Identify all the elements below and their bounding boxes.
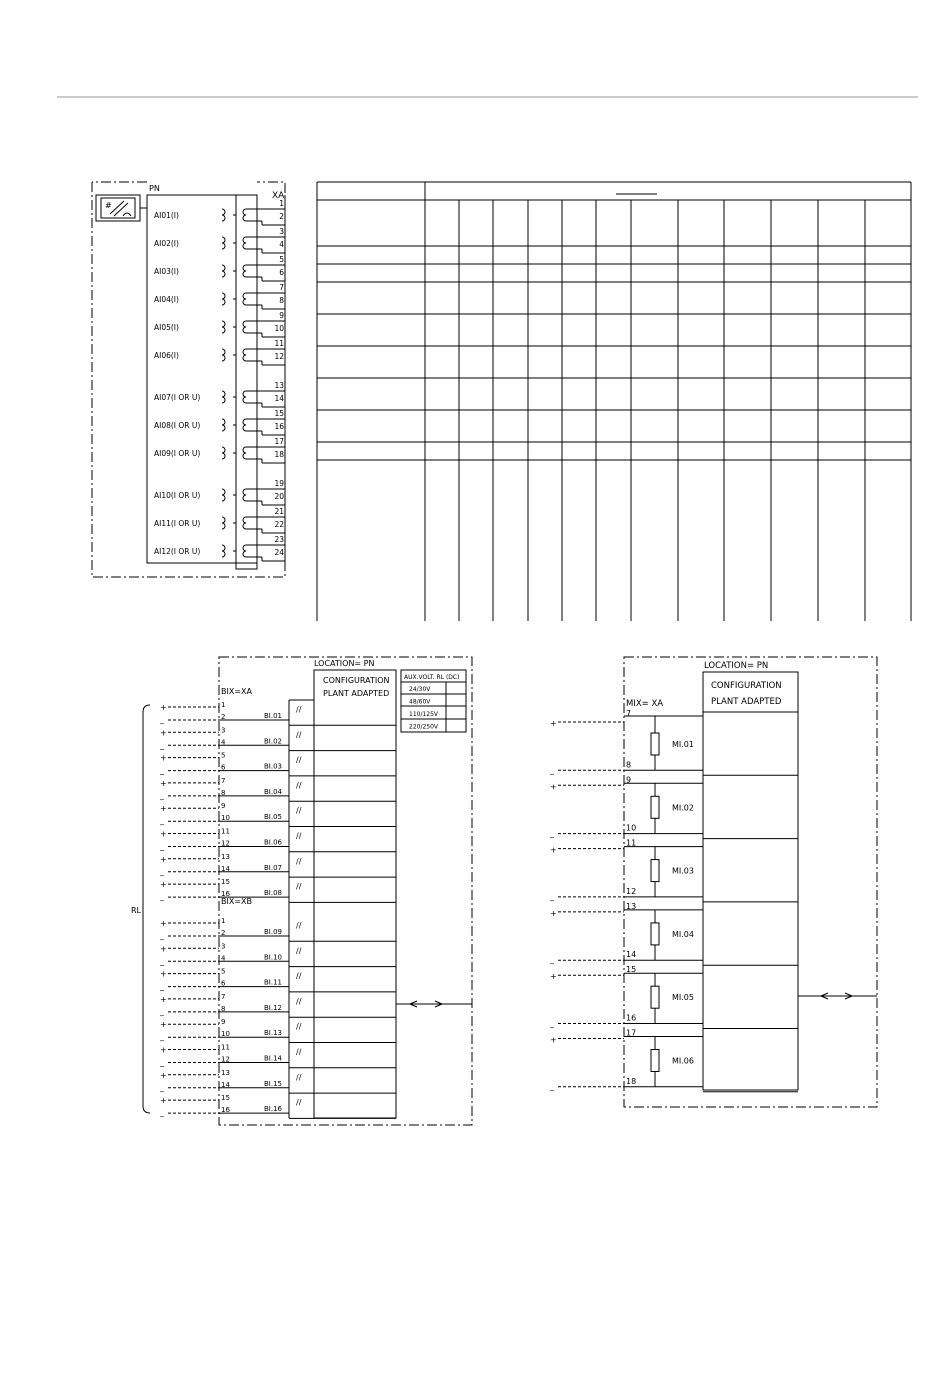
- ct-secondary-coil: [243, 489, 246, 501]
- optocoupler-symbol: //: [296, 971, 302, 981]
- aux-voltage-option: 48/60V: [409, 698, 431, 706]
- bi-terminal-number: 6: [221, 979, 226, 988]
- bi-terminal-number: 15: [221, 878, 230, 887]
- resistor-symbol: [651, 1050, 659, 1072]
- bi-input-name: BI.02: [264, 737, 282, 746]
- bi-group-header: BIX=XB: [221, 897, 252, 906]
- plus-sign: +: [550, 1035, 557, 1045]
- ai-terminal-number: 9: [279, 311, 284, 320]
- bi-terminal-number: 1: [221, 701, 226, 709]
- optocoupler-symbol: //: [296, 946, 302, 956]
- mi-strip-label: MIX= XA: [626, 699, 664, 709]
- minus-sign: _: [550, 828, 554, 838]
- bi-terminal-number: 5: [221, 967, 226, 976]
- converter-tilde: [123, 213, 131, 216]
- ct-secondary-coil: [243, 293, 246, 305]
- plus-sign: +: [160, 969, 167, 979]
- bi-terminal-number: 2: [221, 713, 226, 721]
- optocoupler-symbol: //: [296, 705, 302, 714]
- resistor-symbol: [651, 923, 659, 945]
- ct-secondary-coil: [243, 545, 246, 557]
- ct-primary-coil: [222, 265, 225, 277]
- bi-location-label: LOCATION= PN: [314, 659, 375, 668]
- plus-sign: +: [160, 1096, 167, 1106]
- optocoupler-symbol: //: [296, 806, 302, 816]
- mi-input-name: MI.06: [672, 1056, 694, 1066]
- ai-channel-label: AI02(I): [154, 239, 179, 248]
- ai-channel-label: AI11(I OR U): [154, 519, 201, 528]
- rl-brace: [143, 705, 150, 1113]
- bi-terminal-number: 12: [221, 1055, 230, 1064]
- mi-config-text: CONFIGURATION: [711, 681, 782, 691]
- ai-terminal-number: 7: [279, 283, 284, 292]
- bi-terminal-number: 7: [221, 992, 226, 1001]
- optocoupler-symbol: //: [296, 730, 302, 740]
- mi-input-name: MI.05: [672, 993, 694, 1003]
- converter-box: [96, 195, 140, 221]
- bi-terminal-number: 10: [221, 1030, 230, 1039]
- ct-primary-coil: [222, 545, 225, 557]
- plus-sign: +: [160, 1070, 167, 1080]
- ai-channel-label: AI04(I): [154, 295, 179, 304]
- ct-secondary-coil: [243, 265, 246, 277]
- converter-diagonal: [114, 203, 128, 216]
- ai-channel-label: AI03(I): [154, 267, 179, 276]
- plus-sign: +: [550, 719, 557, 728]
- bi-input-name: BI.16: [264, 1105, 282, 1114]
- mi-terminal-number: 7: [626, 709, 632, 718]
- bi-terminal-number: 4: [221, 954, 226, 963]
- ct-secondary-coil: [243, 419, 246, 431]
- ai-terminal-number: 14: [274, 394, 284, 403]
- resistor-symbol: [651, 986, 659, 1008]
- bi-terminal-number: 11: [221, 1043, 230, 1052]
- mi-terminal-number: 13: [626, 901, 637, 911]
- plus-sign: +: [160, 1045, 167, 1055]
- ai-channel-label: AI09(I OR U): [154, 449, 201, 458]
- ct-primary-coil: [222, 391, 225, 403]
- ct-secondary-coil: [243, 447, 246, 459]
- plus-sign: +: [550, 972, 557, 982]
- optocoupler-symbol: //: [296, 1047, 302, 1057]
- mi-terminal-number: 15: [626, 965, 637, 975]
- ai-terminal-number: 6: [279, 268, 284, 277]
- ct-secondary-coil: [243, 349, 246, 361]
- mi-input-name: MI.03: [672, 866, 694, 876]
- analog-input-module: [92, 182, 285, 577]
- ai-terminal-number: 13: [274, 381, 284, 390]
- minus-sign: _: [550, 955, 554, 965]
- minus-sign: _: [160, 866, 164, 876]
- mi-terminal-number: 11: [626, 838, 637, 848]
- minus-sign: _: [550, 765, 554, 775]
- ct-primary-coil: [222, 489, 225, 501]
- bi-terminal-number: 2: [221, 929, 226, 937]
- bi-input-name: BI.10: [264, 953, 282, 962]
- plus-sign: +: [160, 829, 167, 839]
- minus-sign: _: [160, 1108, 164, 1118]
- ct-primary-coil: [222, 517, 225, 529]
- ct-primary-coil: [222, 237, 225, 249]
- bi-group-header: BIX=XA: [221, 687, 252, 696]
- bi-input-name: BI.08: [264, 889, 282, 898]
- minus-sign: _: [160, 1057, 164, 1067]
- bi-terminal-number: 5: [221, 751, 226, 760]
- mi-location-label: LOCATION= PN: [704, 661, 769, 671]
- ct-secondary-coil: [243, 517, 246, 529]
- ai-terminal-number: 1: [279, 199, 284, 208]
- ai-terminal-number: 4: [279, 240, 284, 249]
- mi-module-outline: [624, 657, 877, 1107]
- optocoupler-symbol: //: [296, 856, 302, 866]
- optocoupler-symbol: //: [296, 1098, 302, 1108]
- ai-channel-label: AI07(I OR U): [154, 393, 201, 402]
- bi-input-name: BI.07: [264, 863, 282, 872]
- mi-terminal-number: 9: [626, 775, 632, 785]
- aux-voltage-option: 220/250V: [409, 723, 439, 731]
- ct-primary-coil: [222, 209, 225, 221]
- ai-channel-label: AI10(I OR U): [154, 491, 201, 500]
- plus-sign: +: [160, 778, 167, 788]
- optocoupler-symbol: //: [296, 996, 302, 1006]
- bi-terminal-number: 12: [221, 839, 230, 848]
- terminal-strip-label: XA: [272, 191, 285, 201]
- mi-terminal-number: 10: [626, 823, 637, 833]
- mi-input-name: MI.04: [672, 929, 694, 939]
- binary-input-module: [131, 657, 472, 1125]
- plus-sign: +: [160, 753, 167, 763]
- ai-channel-label: AI01(I): [154, 211, 179, 220]
- resistor-symbol: [651, 733, 659, 755]
- bi-input-name: BI.11: [264, 978, 282, 987]
- ct-primary-coil: [222, 321, 225, 333]
- ai-unit-label: PN: [149, 184, 160, 193]
- ct-primary-coil: [222, 293, 225, 305]
- plus-sign: +: [160, 994, 167, 1004]
- mi-config-text: PLANT ADAPTED: [711, 697, 782, 707]
- mi-terminal-number: 8: [626, 760, 632, 770]
- minus-sign: _: [160, 1032, 164, 1042]
- plus-sign: +: [160, 703, 167, 712]
- ct-primary-coil: [222, 349, 225, 361]
- minus-sign: _: [550, 1081, 554, 1091]
- bi-terminal-number: 6: [221, 763, 226, 772]
- measuring-input-module: [549, 657, 877, 1107]
- minus-sign: _: [550, 1018, 554, 1028]
- ai-terminal-number: 23: [274, 535, 284, 544]
- converter-diagonal: [110, 201, 124, 214]
- ai-channel-label: AI08(I OR U): [154, 421, 201, 430]
- minus-sign: _: [160, 892, 164, 902]
- plus-sign: +: [550, 782, 557, 792]
- mi-terminal-number: 12: [626, 886, 637, 896]
- bi-input-name: BI.06: [264, 838, 282, 847]
- mi-terminal-number: 16: [626, 1013, 637, 1023]
- plus-sign: +: [160, 919, 167, 928]
- optocoupler-symbol: //: [296, 1072, 302, 1082]
- bi-terminal-number: 9: [221, 1018, 226, 1027]
- mi-terminal-number: 14: [626, 950, 637, 960]
- bi-input-name: BI.09: [264, 928, 282, 936]
- ct-secondary-coil: [243, 209, 246, 221]
- ai-terminal-number: 10: [274, 324, 284, 333]
- ai-terminal-number: 18: [274, 450, 284, 459]
- ai-channel-label: AI05(I): [154, 323, 179, 332]
- ai-terminal-number: 16: [274, 422, 284, 431]
- bi-terminal-number: 13: [221, 1068, 230, 1077]
- module-dashed-outline: [92, 182, 285, 577]
- plus-sign: +: [160, 728, 167, 738]
- minus-sign: _: [160, 790, 164, 800]
- plus-sign: +: [550, 908, 557, 918]
- resistor-symbol: [651, 796, 659, 818]
- ai-transformer-rail: [236, 195, 257, 569]
- resistor-symbol: [651, 860, 659, 882]
- plus-sign: +: [550, 845, 557, 855]
- bi-terminal-number: 9: [221, 802, 226, 811]
- bi-terminal-number: 7: [221, 776, 226, 785]
- ct-secondary-coil: [243, 391, 246, 403]
- bi-terminal-number: 1: [221, 917, 226, 925]
- ai-terminal-number: 15: [274, 409, 284, 418]
- ct-primary-coil: [222, 419, 225, 431]
- bi-input-name: BI.04: [264, 787, 282, 796]
- ai-terminal-number: 5: [279, 255, 284, 264]
- optocoupler-symbol: //: [296, 831, 302, 841]
- mi-terminal-number: 18: [626, 1076, 637, 1086]
- bi-input-name: BI.05: [264, 813, 282, 822]
- plus-sign: +: [160, 880, 167, 890]
- ai-terminal-number: 8: [279, 296, 284, 305]
- bi-terminal-number: 3: [221, 726, 226, 735]
- ct-secondary-coil: [243, 321, 246, 333]
- minus-sign: _: [160, 715, 164, 724]
- plus-sign: +: [160, 944, 167, 954]
- ai-terminal-number: 21: [274, 507, 284, 516]
- bi-terminal-number: 3: [221, 942, 226, 951]
- bi-input-name: BI.15: [264, 1079, 282, 1088]
- bi-terminal-number: 14: [221, 1080, 230, 1089]
- ct-primary-coil: [222, 447, 225, 459]
- bi-config-box: [314, 670, 396, 1118]
- ai-terminal-number: 24: [274, 548, 284, 557]
- bi-config-text: CONFIGURATION: [323, 676, 390, 685]
- bi-terminal-number: 16: [221, 1106, 230, 1115]
- minus-sign: _: [160, 816, 164, 826]
- bi-input-name: BI.14: [264, 1054, 282, 1063]
- rl-label: RL: [131, 906, 142, 915]
- bi-input-name: BI.13: [264, 1029, 282, 1038]
- aux-voltage-option: 24/30V: [409, 686, 431, 693]
- optocoupler-symbol: //: [296, 921, 302, 930]
- optocoupler-symbol: //: [296, 780, 302, 790]
- minus-sign: _: [550, 891, 554, 901]
- plus-sign: +: [160, 804, 167, 814]
- ai-terminal-number: 3: [279, 227, 284, 236]
- minus-sign: _: [160, 841, 164, 851]
- bi-input-name: BI.01: [264, 712, 282, 720]
- mi-terminal-number: 17: [626, 1028, 637, 1038]
- ai-terminal-number: 12: [274, 352, 284, 361]
- ai-terminal-number: 22: [274, 520, 284, 529]
- minus-sign: _: [160, 931, 164, 940]
- ai-terminal-number: 17: [274, 437, 284, 446]
- minus-sign: _: [160, 765, 164, 775]
- configuration-table: [317, 182, 911, 621]
- ai-unit-box: [147, 195, 257, 563]
- bi-terminal-number: 13: [221, 852, 230, 861]
- minus-sign: _: [160, 740, 164, 750]
- bi-terminal-number: 11: [221, 827, 230, 836]
- ai-terminal-number: 2: [279, 212, 284, 221]
- minus-sign: _: [160, 956, 164, 966]
- bi-terminal-number: 4: [221, 738, 226, 747]
- ct-secondary-coil: [243, 237, 246, 249]
- ai-channel-label: AI12(I OR U): [154, 547, 201, 556]
- bi-input-name: BI.03: [264, 762, 282, 771]
- optocoupler-symbol: //: [296, 882, 302, 892]
- bi-terminal-number: 8: [221, 788, 226, 797]
- aux-voltage-title: AUX.VOLT. RL (DC): [404, 674, 460, 681]
- bi-terminal-number: 16: [221, 890, 230, 899]
- mi-input-name: MI.02: [672, 803, 694, 813]
- minus-sign: _: [160, 1082, 164, 1092]
- minus-sign: _: [160, 981, 164, 991]
- bi-config-text: PLANT ADAPTED: [323, 689, 390, 698]
- mi-config-box: [703, 672, 798, 1090]
- plus-sign: +: [160, 854, 167, 864]
- bi-input-name: BI.12: [264, 1003, 282, 1012]
- aux-voltage-option: 110/125V: [409, 711, 439, 718]
- mi-input-name: MI.01: [672, 740, 694, 749]
- optocoupler-symbol: //: [296, 1022, 302, 1032]
- plus-sign: +: [160, 1020, 167, 1030]
- bi-terminal-number: 8: [221, 1004, 226, 1013]
- converter-hash: #: [105, 201, 112, 210]
- optocoupler-symbol: //: [296, 755, 302, 765]
- bi-terminal-number: 14: [221, 864, 230, 873]
- bi-terminal-number: 15: [221, 1094, 230, 1103]
- bi-terminal-number: 10: [221, 814, 230, 823]
- minus-sign: _: [160, 1006, 164, 1016]
- ai-terminal-number: 20: [274, 492, 284, 501]
- ai-terminal-number: 19: [274, 479, 284, 488]
- ai-terminal-number: 11: [274, 339, 284, 348]
- ai-channel-label: AI06(I): [154, 351, 179, 360]
